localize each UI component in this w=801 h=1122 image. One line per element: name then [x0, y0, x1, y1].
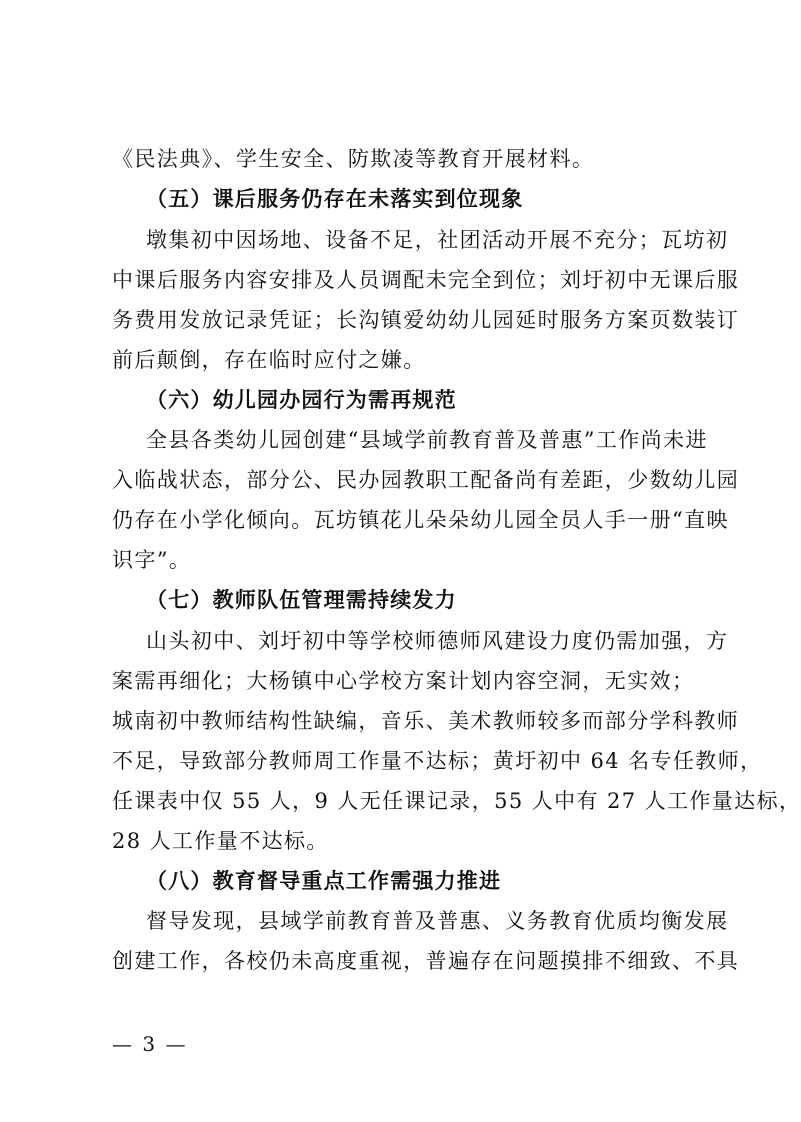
- section-heading-7: （七）教师队伍管理需持续发力: [146, 587, 457, 612]
- paragraph-line: 不足，导致部分教师周工作量不达标；黄圩初中 64 名专任教师，: [112, 749, 763, 773]
- page-number: — 3 —: [112, 1032, 188, 1056]
- paragraph-line: 墩集初中因场地、设备不足，社团活动开展不充分；瓦坊初: [146, 228, 729, 252]
- paragraph-line: 案需再细化；大杨镇中心学校方案计划内容空洞，无实效；: [112, 669, 695, 693]
- paragraph-line: 督导发现，县域学前教育普及普惠、义务教育优质均衡发展: [146, 909, 729, 933]
- paragraph-line: 任课表中仅 55 人，9 人无任课记录，55 人中有 27 人工作量达标，: [112, 789, 801, 813]
- paragraph-line: 中课后服务内容安排及人员调配未完全到位；刘圩初中无课后服: [112, 268, 740, 292]
- paragraph-line: 28 人工作量不达标。: [112, 829, 329, 853]
- paragraph-line: 务费用发放记录凭证；长沟镇爱幼幼儿园延时服务方案页数装订: [112, 308, 740, 332]
- section-heading-8: （八）教育督导重点工作需强力推进: [146, 868, 502, 893]
- paragraph-line: 全县各类幼儿园创建“县域学前教育普及普惠”工作尚未进: [146, 428, 708, 452]
- paragraph-line: 山头初中、刘圩初中等学校师德师风建设力度仍需加强，方: [146, 629, 729, 653]
- paragraph-line: 入临战状态，部分公、民办园教职工配备尚有差距，少数幼儿园: [112, 468, 740, 492]
- paragraph-line: 前后颠倒，存在临时应付之嫌。: [112, 348, 426, 372]
- section-heading-6: （六）幼儿园办园行为需再规范: [146, 387, 457, 412]
- paragraph-line: 识字”。: [112, 548, 192, 572]
- paragraph-line: 创建工作，各校仍未高度重视，普遍存在问题摸排不细致、不具: [112, 949, 740, 973]
- paragraph-line: 城南初中教师结构性缺编，音乐、美术教师较多而部分学科教师: [112, 709, 740, 733]
- paragraph-line: 仍存在小学化倾向。瓦坊镇花儿朵朵幼儿园全员人手一册“直映: [112, 508, 729, 532]
- section-heading-5: （五）课后服务仍存在未落实到位现象: [146, 186, 524, 211]
- body-text-line: 《民法典》、学生安全、防欺凌等教育开展材料。: [112, 147, 595, 171]
